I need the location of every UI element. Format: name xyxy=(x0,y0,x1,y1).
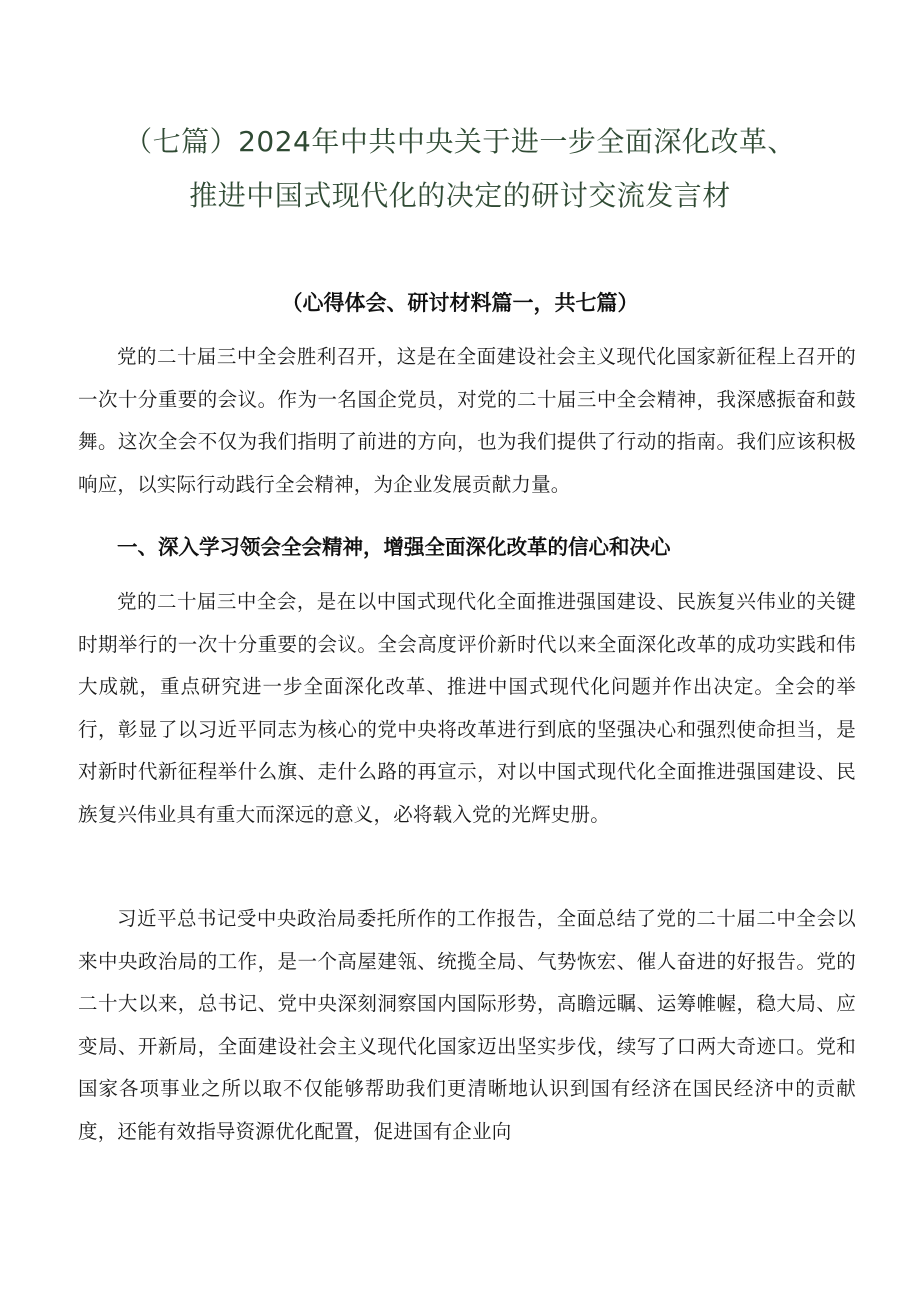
body-paragraph-3: 习近平总书记受中央政治局委托所作的工作报告，全面总结了党的二十届二中全会以来中央政治局的工作，是一个高屋建瓴、统揽全局、气势恢宏、催人奋进的好报告。党的二十大以来，总书记、党中央深刻洞察国内国际形势，高瞻远瞩、运筹帷幄，稳大局、应变局、开新局，全面建设社会主义现代化国家迈出坚实步伐，续写了口两大奇迹口。党和国家各项事业之所以取不仅能够帮助我们更清晰地认识到国有经济在国民经济中的贡献度，还能有效指导资源优化配置，促进国有企业向 xyxy=(78,907,856,1143)
section-heading-1: 一、深入学习领会全会精神，增强全面深化改革的信心和决心 xyxy=(117,535,671,559)
body-paragraph-2: 党的二十届三中全会，是在以中国式现代化全面推进强国建设、民族复兴伟业的关键时期举行的一次十分重要的会议。全会高度评价新时代以来全面深化改革的成功实践和伟大成就，重点研究进一步全面深化改革、推进中国式现代化问题并作出决定。全会的举行，彰显了以习近平同志为核心的党中央将改革进行到底的坚强决心和强烈使命担当，是对新时代新征程举什么旗、走什么路的再宣示，对以中国式现代化全面推进强国建设、民族复兴伟业具有重大而深远的意义，必将载入党的光辉史册。 xyxy=(78,590,856,826)
document-title-line-2: 推进中国式现代化的决定的研讨交流发言材 xyxy=(189,179,731,212)
document-subtitle: （心得体会、研讨材料篇一，共七篇） xyxy=(281,291,639,315)
document-title-line-1: （七篇）2024年中共中央关于进一步全面深化改革、 xyxy=(124,125,796,158)
body-paragraph-1: 党的二十届三中全会胜利召开，这是在全面建设社会主义现代化国家新征程上召开的一次十分重要的会议。作为一名国企党员，对党的二十届三中全会精神，我深感振奋和鼓舞。这次全会不仅为我们指明了前进的方向，也为我们提供了行动的指南。我们应该积极响应，以实际行动践行全会精神，为企业发展贡献力量。 xyxy=(78,345,856,496)
